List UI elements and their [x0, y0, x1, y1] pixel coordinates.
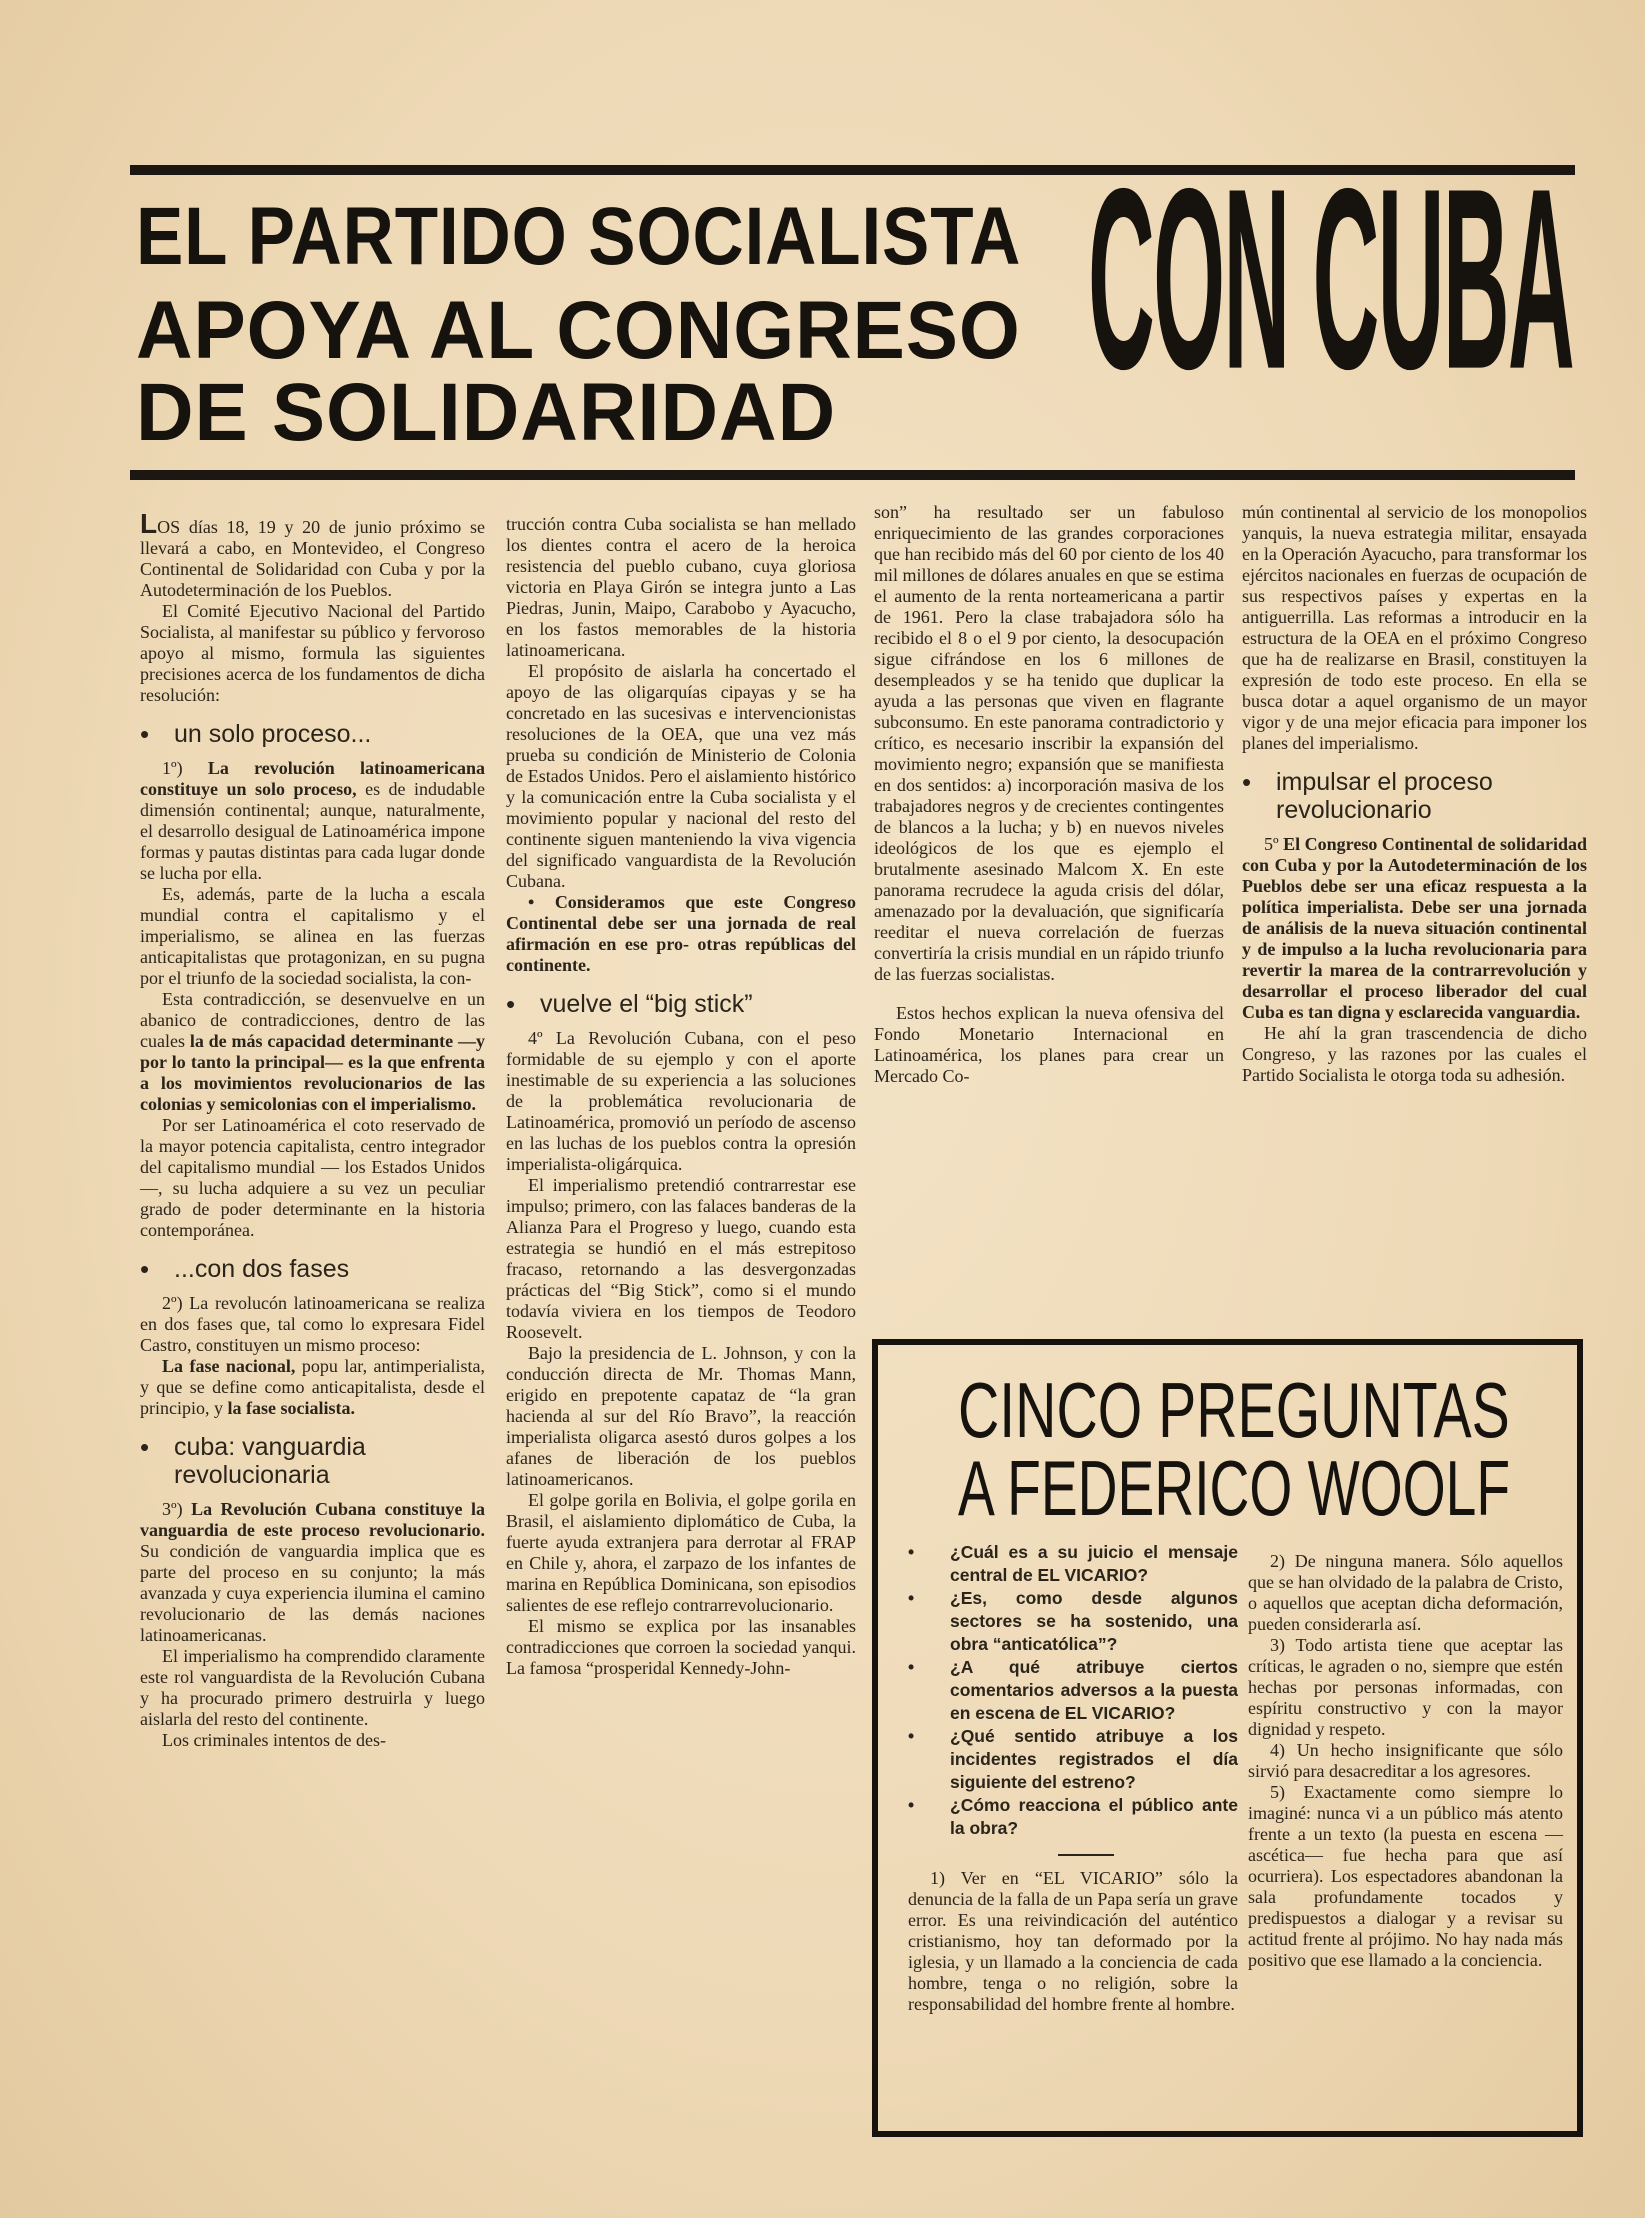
paragraph: [140, 758, 485, 884]
question-item: [908, 1541, 1238, 1587]
answer-paragraph: 3) Todo artista tiene que aceptar las críticas, le agraden o no, siempre que estén hechas por personas informadas, con espíritu constructivo y con la mayor dignidad y respeto.: [1248, 1635, 1563, 1739]
section-heading-text: impulsar el proceso revolucionario: [1276, 768, 1493, 824]
question-item: [908, 1587, 1238, 1656]
interview-questions: [908, 1541, 1238, 2015]
bullet-icon: •: [140, 1432, 150, 1462]
text-run: El mismo se explica por las insanables contradicciones que corroen la sociedad yanqui. La famosa “prosperidal Kennedy-John-: [506, 1616, 856, 1678]
bullet-icon: •: [528, 892, 555, 912]
text-run: El imperialismo pretendió contrarrestar ese impulso; primero, con las falaces banderas de la Alianza Para el Progreso y luego, cuando esta estrategia se hundió en el más estrepitoso fracaso, retornando a las desvergonzadas prácticas del “Big Stick”, como si el mundo todavía viviera en los tiempos de Teodoro Roosevelt.: [506, 1175, 856, 1342]
bullet-icon: •: [908, 1726, 915, 1746]
section-heading: [506, 990, 856, 1018]
section-heading-text: ...con dos fases: [174, 1255, 350, 1283]
text-run: El propósito de aislarla ha concertado el apoyo de las oligarquías cipayas y se ha concretado en las sucesivas e intervencionistas resoluciones de la OEA, que una vez más prueba su condición de Ministerio de Colonia de Estados Unidos. Pero el aislamiento histórico y la comunicación entre la Cuba socialista y el movimiento popular y nacional del resto del continente siguen manteniendo la viva vigencia del significado vanguardista de la Revolución Cubana.: [506, 661, 856, 891]
text-run: La revolución latinoamericana constituye un solo proceso,: [140, 758, 486, 799]
answer-paragraph: 5) Exactamente como siempre lo imaginé: nunca vi a un público más atento frente a un texto (la puesta en escena —ascética— fue hecha para que así ocurriera). Los espectadores abandonan la sala profundamente tocados y predispuestos a dialogar y a revisar su actitud frente al prójimo. No hay nada más positivo que ese llamado a la conciencia.: [1248, 1782, 1563, 1970]
question-text: ¿Qué sentido atribuye a los incidentes registrados el día siguiente del estreno?: [950, 1726, 1238, 1792]
section-heading-text: un solo proceso...: [174, 720, 372, 748]
paragraph: [140, 1115, 485, 1241]
paragraph: [140, 1499, 485, 1646]
paragraph: [506, 1616, 856, 1679]
paragraph: [506, 1028, 856, 1175]
section-heading: [1242, 768, 1587, 824]
paragraph: [140, 1730, 485, 1751]
article-column-1: [140, 508, 486, 1751]
bullet-icon: •: [908, 1588, 915, 1608]
bottom-rule: [130, 470, 1575, 480]
section-heading: [140, 720, 485, 748]
section-heading-text: vuelve el “big stick”: [540, 990, 753, 1018]
question-item: [908, 1656, 1238, 1725]
text-run: El golpe gorila en Bolivia, el golpe gorila en Brasil, el aislamiento diplomático de Cuba, la fuerte ayuda extranjera para derrotar al FRAP en Chile y, ahora, el zarpazo de los infantes de marina en República Dominicana, son episodios salientes de ese reflejo contrarrevolucionario.: [506, 1490, 856, 1615]
interview-answers-right: [1248, 1551, 1563, 1971]
paragraph: [506, 1490, 856, 1616]
answer-paragraph: 2) De ninguna manera. Sólo aquellos que se han olvidado de la palabra de Cristo, o aquellos que aceptan dicha deformación, pueden considerarla así.: [1248, 1551, 1563, 1634]
headline-line-3: DE SOLIDARIDAD: [136, 367, 837, 458]
text-run: Estos hechos explican la nueva ofensiva del Fondo Monetario Internacional en Latinoamérica, los planes para crear un Mercado Co-: [874, 1003, 1224, 1086]
paragraph: [1242, 502, 1587, 754]
text-run: Consideramos que este Congreso Continental debe ser una jornada de real afirmación en ese pro- otras repúblicas del continente.: [506, 892, 856, 975]
text-run: 1º): [162, 758, 208, 778]
interview-title-line-2: A FEDERICO WOOLF: [958, 1444, 1511, 1532]
question-item: [908, 1725, 1238, 1794]
question-item: [908, 1794, 1238, 1840]
headline-line-2: APOYA AL CONGRESO: [136, 285, 1021, 376]
paragraph: [506, 514, 856, 661]
side-headline-con-cuba: CON CUBA: [1088, 134, 1574, 423]
bullet-icon: •: [908, 1542, 915, 1562]
text-run: son” ha resultado ser un fabuloso enriquecimiento de las grandes corporaciones que han recibido más del 60 por ciento de los 40 mil millones de dólares anuales en que se estima el aumento de la renta norteamericana a partir de 1961. Pero la clase trabajadora sólo ha recibido el 8 o el 9 por ciento, la desocupación sigue cifrándose en los 6 millones de desempleados y se ha tenido que duplicar la ayuda a las personas que viven en flagrante subconsumo. En este panorama contradictorio y crítico, es necesario inscribir la expansión del movimiento negro; expansión que se manifiesta en dos sentidos: a) incorporación masiva de los trabajadores negros y de crecientes contingentes de blancos a la lucha; y b) en nuevos niveles ideológicos de los que es ejemplo el brutalmente asesinado Malcom X. En este panorama recrudece la aguda crisis del dólar, amenazado por la devaluación, que significaría reeditar el nueva correlación de fuerzas convertiría la crisis mundial en un rápido triunfo de las fuerzas socialistas.: [874, 502, 1224, 984]
answer-paragraph: 4) Un hecho insignificante que sólo sirvió para desacreditar a los agresores.: [1248, 1740, 1563, 1781]
bullet-icon: •: [1242, 767, 1252, 797]
text-run: 4º La Revolución Cubana, con el peso formidable de su ejemplo y con el aporte inestimable de su experiencia a las soluciones de la problemática revolucionaria de Latinoamérica, promovió un período de ascenso en las luchas de los pueblos contra la opresión imperialista-oligárquica.: [506, 1028, 856, 1174]
answer-paragraph: 1) Ver en “EL VICARIO” sólo la denuncia de la falla de un Papa sería un grave error. Es una reivindicación del auténtico cristianismo, hoy tan deformado por la iglesia, y un llamado a la conciencia de cada hombre, tenga o no religión, sobre la responsabilidad del hombre frente al hombre.: [908, 1868, 1238, 2014]
text-run: Por ser Latinoamérica el coto reservado de la mayor potencia capitalista, centro integrador del capitalismo mundial — los Estados Unidos —, su lucha adquiere a su vez un peculiar grado de poder determinante en la historia contemporánea.: [140, 1115, 485, 1240]
paragraph: [506, 661, 856, 892]
text-run: La Revolución Cubana constituye la vanguardia de este proceso revolucionario.: [140, 1499, 485, 1540]
text-run: 5º: [1264, 834, 1284, 854]
text-run: Es, además, parte de la lucha a escala mundial contra el capitalismo y el imperialismo, se alinea en las fuerzas anticapitalistas que protagonizan, en su pugna por el triunfo de la sociedad socialista, la con-: [140, 884, 485, 988]
paragraph: [506, 1343, 856, 1490]
paragraph: [506, 1175, 856, 1343]
text-run: La fase nacional,: [162, 1356, 296, 1376]
text-run: Los criminales intentos de des-: [162, 1730, 386, 1750]
text-run: OS días 18, 19 y 20 de junio próximo se llevará a cabo, en Montevideo, el Congreso Continental de Solidaridad con Cuba y por la Autodeterminación de los Pueblos.: [140, 517, 485, 600]
text-run: trucción contra Cuba socialista se han mellado los dientes contra el acero de la heroica resistencia del pueblo cubano, cuya gloriosa victoria en Playa Girón se integra junto a Las Piedras, Junin, Maipo, Carabobo y Ayacucho, en los fastos memorables de la historia latinoamericana.: [506, 514, 856, 660]
text-run: mún continental al servicio de los monopolios yanquis, la nueva estrategia militar, ensayada en la Operación Ayacucho, para transformar los ejércitos nacionales en fuerzas de ocupación de sus respectivos países y expertas en la antiguerrilla. Las reformas a introducir en la estructura de la OEA en el próximo Congreso que ha de realizarse en Brasil, constituyen la expresión de todo este proceso. En ella se busca dotar a aquel organismo de un mayor vigor y de una mejor eficacia para imponer los planes del imperialismo.: [1242, 502, 1587, 753]
text-run: la de más capacidad determinante —y por lo tanto la principal— es la que enfrenta a los movimientos revolucionarios de las colonias y semicolonias con el imperialismo.: [140, 1031, 485, 1114]
paragraph: [140, 1293, 485, 1356]
text-run: He ahí la gran trascendencia de dicho Congreso, y las razones por las cuales el Partido Socialista le otorga toda su adhesión.: [1242, 1023, 1587, 1085]
bullet-icon: •: [506, 989, 516, 1019]
interview-title-line-1: CINCO PREGUNTAS: [958, 1366, 1510, 1454]
article-column-4: [1242, 502, 1587, 1086]
article-column-3: [874, 502, 1224, 1087]
paragraph: [140, 601, 485, 706]
bullet-icon: •: [140, 1254, 150, 1284]
bullet-icon: •: [908, 1657, 915, 1677]
paragraph: [140, 884, 485, 989]
question-text: ¿Es, como desde algunos sectores se ha sostenido, una obra “anticatólica”?: [950, 1588, 1238, 1654]
text-run: El imperialismo ha comprendido claramente este rol vanguardista de la Revolución Cubana y ha procurado primero destruirla y luego aislarla del resto del continente.: [140, 1646, 485, 1729]
text-run: Bajo la presidencia de L. Johnson, y con la conducción directa de Mr. Thomas Mann, erigido en prepotente capataz de “la gran hacienda al sur del Río Bravo”, la reacción imperialista oligarca asestó duros golpes a los afanes de liberación de los pueblos latinoamericanos.: [506, 1343, 856, 1489]
highlight-paragraph: [506, 892, 856, 976]
section-heading-text: cuba: vanguardia revolucionaria: [174, 1433, 366, 1489]
text-run: es de indudable dimensión continental; aunque, naturalmente, el desarrollo desigual de Latinoamérica impone formas y pautas distintas para cada lugar donde se lucha por ella.: [140, 779, 485, 883]
section-heading: [140, 1255, 485, 1283]
separator-rule: [1058, 1854, 1114, 1856]
paragraph: [874, 502, 1224, 985]
headline-line-1: EL PARTIDO SOCIALISTA: [136, 191, 1022, 282]
text-run: popu lar, antimperialista, y que se define como anticapitalista, desde el principio, y: [140, 1356, 485, 1418]
bullet-icon: •: [140, 719, 150, 749]
question-text: ¿A qué atribuye ciertos comentarios adversos a la puesta en escena de EL VICARIO?: [950, 1657, 1238, 1723]
question-text: ¿Cuál es a su juicio el mensaje central de EL VICARIO?: [950, 1542, 1238, 1585]
paragraph: [140, 989, 485, 1115]
section-heading: [140, 1433, 485, 1489]
question-text: ¿Cómo reacciona el público ante la obra?: [950, 1795, 1238, 1838]
text-run: Esta contradicción, se desenvuelve en un abanico de contradicciones, dentro de las cuales: [140, 989, 485, 1051]
text-run: la fase socialista.: [227, 1398, 355, 1418]
article-column-2: [506, 514, 856, 1679]
bullet-icon: •: [908, 1795, 915, 1815]
paragraph: [1242, 834, 1587, 1023]
drop-cap: L: [140, 508, 158, 539]
text-run: Su condición de vanguardia implica que es parte del proceso en su conjunto; la más avanzada y cuya experiencia ilumina el camino revolucionario de las demás naciones latinoamericanas.: [140, 1541, 485, 1645]
text-run: 2º) La revolucón latinoamericana se realiza en dos fases que, tal como lo expresara Fidel Castro, constituyen un mismo proceso:: [140, 1293, 485, 1355]
paragraph: [1242, 1023, 1587, 1086]
text-run: 3º): [162, 1499, 192, 1519]
paragraph: [140, 508, 485, 601]
paragraph: [140, 1646, 485, 1730]
text-run: El Comité Ejecutivo Nacional del Partido Socialista, al manifestar su público y fervoroso apoyo al mismo, formula las siguientes precisiones acerca de los fundamentos de dicha resolución:: [140, 601, 485, 705]
paragraph: [874, 1003, 1224, 1087]
paragraph: [140, 1356, 485, 1419]
interview-box: [872, 1339, 1583, 2137]
text-run: El Congreso Continental de solidaridad con Cuba y por la Autodeterminación de los Pueblos debe ser una eficaz respuesta a la política imperialista. Debe ser una jornada de análisis de la nueva situación continental y de impulso a la lucha revolucionaria para revertir la marea de la contrarrevolución y desarrollar el proceso liberador del cual Cuba es tan digna y esclarecida vanguardia.: [1242, 834, 1587, 1022]
